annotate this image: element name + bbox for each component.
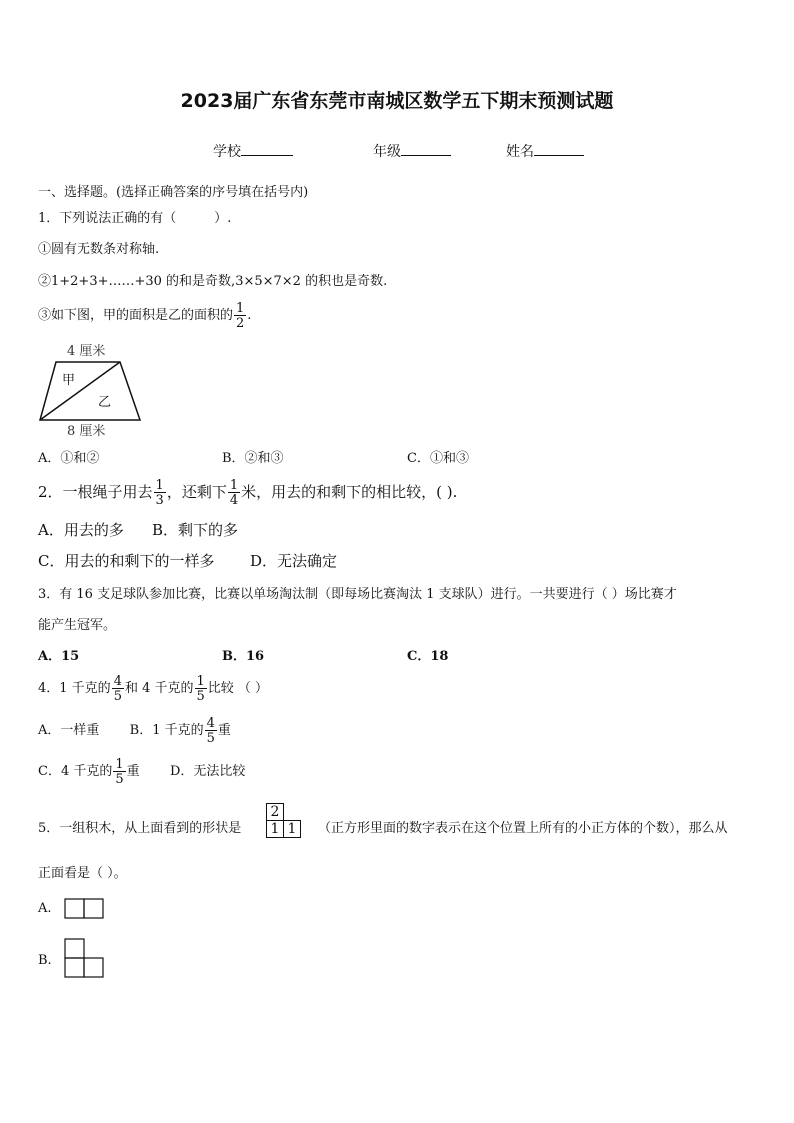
q2-option-d[interactable]: D．无法确定 xyxy=(250,552,338,570)
q1-statement-3 xyxy=(38,296,251,336)
grid-cell-top: 2 xyxy=(267,804,284,821)
grid-cell-bottom-right: 1 xyxy=(284,821,301,838)
denominator: 2 xyxy=(236,315,245,331)
numerator: 1 xyxy=(115,756,124,772)
q2-option-b[interactable]: B．剩下的多 xyxy=(152,521,239,539)
q4-fraction-1 xyxy=(112,675,124,703)
numerator: 1 xyxy=(155,478,164,493)
denominator: 5 xyxy=(115,771,124,787)
q3-option-c[interactable]: C．18 xyxy=(407,649,449,664)
name-label: 姓名 xyxy=(506,144,534,160)
grid-cell-bottom-left: 1 xyxy=(267,821,284,838)
q4-stem xyxy=(38,669,268,709)
grid-cell-empty xyxy=(284,804,301,821)
q1-stem-a: 1．下列说法正确的有（ xyxy=(38,211,177,226)
trapezoid-figure xyxy=(36,358,144,424)
grade-field xyxy=(373,141,451,161)
q4-option-b[interactable] xyxy=(129,715,231,746)
q3-stem-line-1: 3．有 16 支足球队参加比赛，比赛以单场淘汰制（即每场比赛淘汰 1 支球队）进行。一共要进行（ ）场比赛才 xyxy=(38,587,677,602)
q4-option-c-fraction xyxy=(113,758,125,786)
q5-top-view-grid xyxy=(266,803,301,838)
q4-options-row-2 xyxy=(38,752,245,792)
q4-option-c[interactable] xyxy=(38,756,140,787)
q5-option-a-shape[interactable] xyxy=(64,898,106,920)
figure-yi-label: 乙 xyxy=(98,395,112,410)
q1-s3-period: . xyxy=(247,308,252,323)
school-blank xyxy=(241,143,293,156)
q1-statement-2: ②1+2+3+……+30 的和是奇数,3×5×7×2 的积也是奇数. xyxy=(38,274,388,289)
grade-label: 年级 xyxy=(373,144,401,160)
q4-fraction-2 xyxy=(195,675,207,703)
numerator: 1 xyxy=(236,300,245,316)
q1-statement-1: ①圆有无数条对称轴. xyxy=(38,242,160,257)
q3-stem-line-2: 能产生冠军。 xyxy=(38,618,117,633)
q5-option-b-shape[interactable] xyxy=(64,938,106,980)
q1-option-b[interactable]: B．②和③ xyxy=(222,451,284,466)
q2-stem xyxy=(38,472,457,512)
trapezoid-outline xyxy=(40,362,140,420)
numerator: 1 xyxy=(196,673,205,689)
q4-stem-b: 和 4 千克的 xyxy=(124,681,194,696)
school-label: 学校 xyxy=(213,144,241,160)
numerator: 1 xyxy=(229,478,239,493)
q2-fraction-2 xyxy=(228,479,240,507)
denominator: 5 xyxy=(196,688,205,704)
q5-option-a-label[interactable]: A. xyxy=(38,901,52,916)
q2-stem-b: ，还剩下 xyxy=(166,483,227,501)
q4-option-b-text: B．1 千克的 xyxy=(129,723,204,738)
grade-blank xyxy=(401,143,451,156)
q1-stem-b: ）. xyxy=(214,211,232,226)
q2-option-a[interactable]: A．用去的多 xyxy=(38,521,124,539)
denominator: 3 xyxy=(155,493,164,508)
q1-s3-text: ③如下图，甲的面积是乙的面积的 xyxy=(38,308,234,323)
q5-option-b-label[interactable]: B. xyxy=(38,953,52,968)
q2-option-c[interactable]: C．用去的和剩下的一样多 xyxy=(38,552,215,570)
q5-stem-b: （正方形里面的数字表示在这个位置上所有的小正方体的个数），那么从 xyxy=(318,821,728,836)
denominator: 5 xyxy=(113,688,122,704)
q1-option-c[interactable]: C．①和③ xyxy=(407,451,469,466)
q3-option-a[interactable]: A．15 xyxy=(38,649,80,664)
numerator: 4 xyxy=(206,715,215,731)
q4-option-a[interactable]: A．一样重 xyxy=(38,723,100,738)
figure-bottom-label: 8 厘米 xyxy=(67,424,106,439)
q2-fraction-1 xyxy=(154,479,166,507)
name-blank xyxy=(534,143,584,156)
q4-options-row-1 xyxy=(38,711,231,751)
q4-option-b-fraction xyxy=(205,717,217,745)
q4-option-c-text: C．4 千克的 xyxy=(38,764,113,779)
q2-stem-a: 2．一根绳子用去 xyxy=(38,483,153,501)
q1-option-a[interactable]: A．①和② xyxy=(38,451,100,466)
numerator: 4 xyxy=(113,673,122,689)
q4-stem-c: 比较 （ ） xyxy=(207,681,269,696)
section-title: 一、选择题。(选择正确答案的序号填在括号内) xyxy=(38,185,309,200)
q1-s3-fraction xyxy=(234,302,246,330)
q5-stem-a: 5．一组积木，从上面看到的形状是 xyxy=(38,821,242,836)
q4-option-d[interactable]: D．无法比较 xyxy=(169,764,246,779)
name-field xyxy=(506,141,584,161)
figure-top-label: 4 厘米 xyxy=(67,344,106,359)
page-title: 2023届广东省东莞市南城区数学五下期末预测试题 xyxy=(180,90,614,112)
q4-stem-a: 4．1 千克的 xyxy=(38,681,111,696)
figure-jia-label: 甲 xyxy=(62,373,76,388)
school-field xyxy=(213,141,293,161)
denominator: 5 xyxy=(206,730,215,746)
q2-stem-c: 米，用去的和剩下的相比较，( ). xyxy=(241,483,458,501)
q1-stem xyxy=(38,207,231,226)
q3-option-b[interactable]: B．16 xyxy=(222,649,265,664)
q4-option-c-suffix: 重 xyxy=(126,764,140,779)
q5-stem-line-2: 正面看是（ ）。 xyxy=(38,866,127,881)
denominator: 4 xyxy=(229,493,239,508)
q4-option-b-suffix: 重 xyxy=(217,723,231,738)
